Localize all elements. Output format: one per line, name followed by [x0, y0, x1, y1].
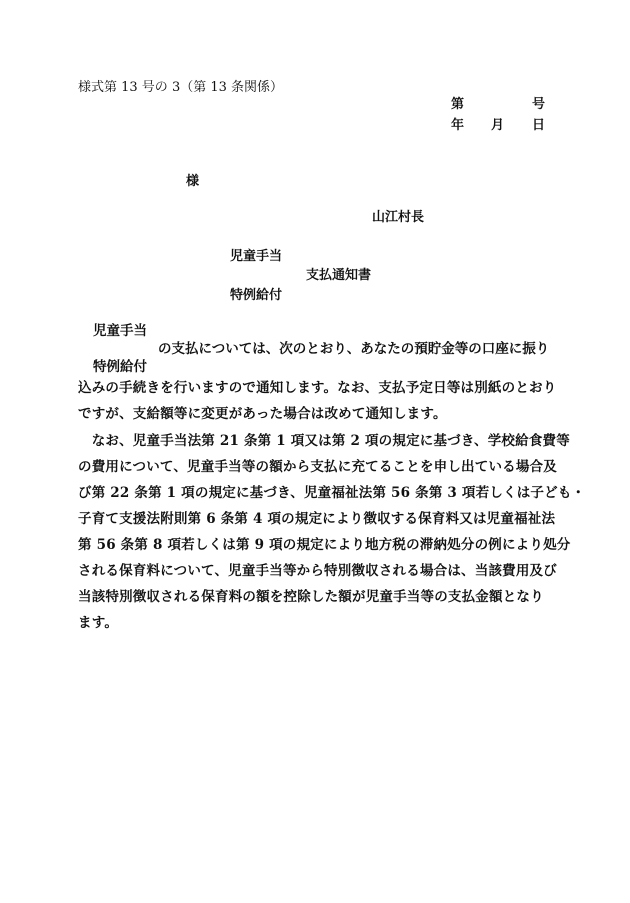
body-line: 当該特別徴収される保育料の額を控除した額が児童手当等の支払金額となり	[78, 589, 544, 605]
title-option-special-benefit: 特例給付	[230, 288, 283, 303]
document-number-go: 号	[532, 97, 546, 112]
body-line: の費用について、児童手当等の額から支払に充てることを申し出ている場合及	[78, 459, 557, 475]
body-line: び第 22 条第 1 項の規定に基づき、児童福祉法第 56 条第 3 項若しくは子ども・	[78, 485, 586, 501]
body-line: ます。	[78, 615, 119, 631]
form-number: 様式第 13 号の 3（第 13 条関係）	[78, 80, 284, 95]
body-line: 込みの手続きを行いますので通知します。なお、支払予定日等は別紙のとおり	[78, 380, 557, 396]
body-option-child-allowance: 児童手当	[93, 323, 147, 339]
body-option-special-benefit: 特例給付	[93, 359, 147, 375]
body-line: なお、児童手当法第 21 条第 1 項又は第 2 項の規定に基づき、学校給食費等	[78, 433, 570, 449]
sender-name: 山江村長	[372, 210, 425, 225]
document-number-dai: 第	[451, 97, 465, 112]
body-line: される保育料について、児童手当等から特別徴収される場合は、当該費用及び	[78, 563, 557, 579]
body-line: 第 56 条第 8 項若しくは第 9 項の規定により地方税の滞納処分の例により処分	[78, 537, 571, 553]
date-year: 年	[451, 118, 465, 133]
body-line-1: の支払については、次のとおり、あなたの預貯金等の口座に振り	[158, 341, 550, 357]
body-line: 子育て支援法附則第 6 条第 4 項の規定により徴収する保育料又は児童福祉法	[78, 511, 556, 527]
document-title: 支払通知書	[306, 268, 372, 283]
title-option-child-allowance: 児童手当	[230, 249, 283, 264]
body-line: ですが、支給額等に変更があった場合は改めて通知します。	[78, 406, 447, 422]
date-month: 月	[491, 118, 505, 133]
date-day: 日	[532, 118, 546, 133]
addressee-suffix: 様	[186, 174, 200, 189]
